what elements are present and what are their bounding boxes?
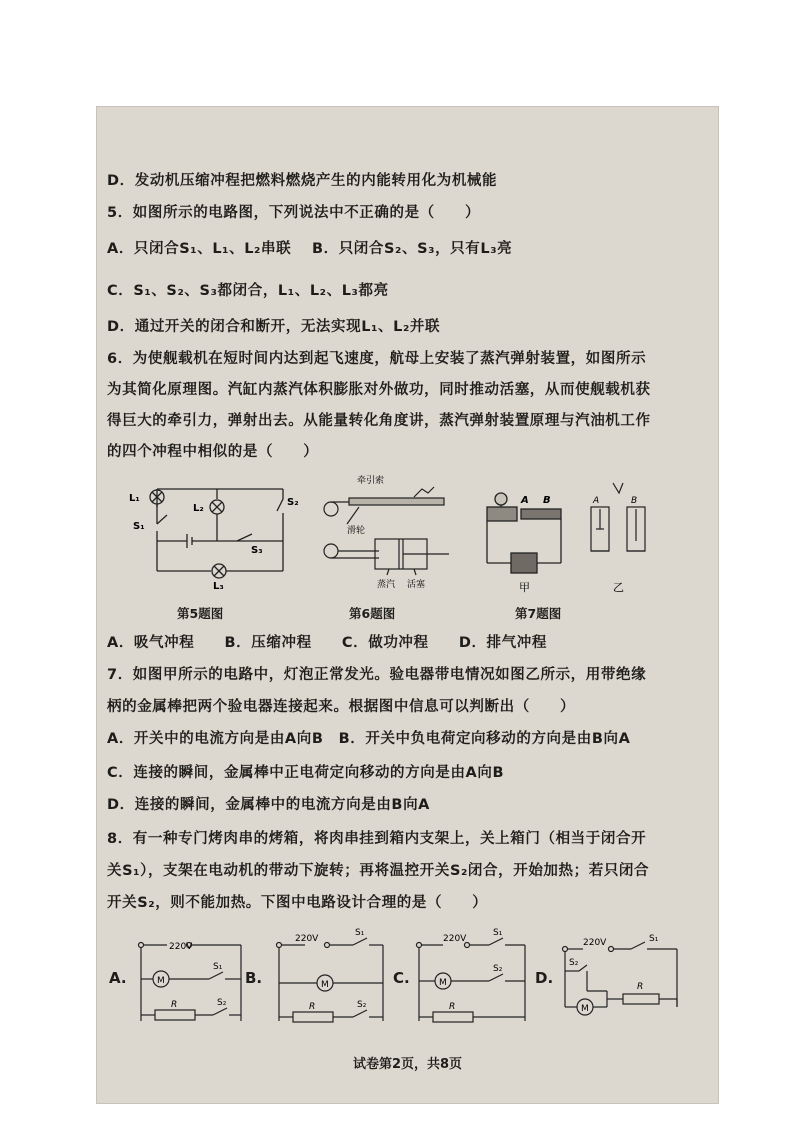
q8-c-s1: S₁ xyxy=(493,928,503,938)
q8-circuit-c xyxy=(409,927,535,1027)
q7-option-c: C．连接的瞬间，金属棒中正电荷定向移动的方向是由A向B xyxy=(107,765,505,781)
fig5-label-s1: S₁ xyxy=(133,521,145,532)
q8-d-s2: S₂ xyxy=(569,958,579,968)
fig6-label-piston: 活塞 xyxy=(407,580,426,590)
q8-a-resistor: R xyxy=(171,1000,178,1010)
q8-b-s2: S₂ xyxy=(357,1000,367,1010)
q8-circuit-a xyxy=(127,935,247,1027)
q5-option-a-b: A．只闭合S₁、L₁、L₂串联 B．只闭合S₂、S₃，只有L₃亮 xyxy=(107,241,513,257)
q6-options: A．吸气冲程 B．压缩冲程 C．做功冲程 D．排气冲程 xyxy=(107,635,547,651)
q8-d-motor: M xyxy=(581,1004,589,1014)
q4-option-d: D．发动机压缩冲程把燃料燃烧产生的内能转用化为机械能 xyxy=(107,173,498,189)
q8-d-voltage: 220V xyxy=(583,938,607,948)
q6-stem-line1: 6．为使舰载机在短时间内达到起飞速度，航母上安装了蒸汽弹射装置，如图所示 xyxy=(107,351,647,367)
q8-c-s2: S₂ xyxy=(493,964,503,974)
q8-stem-line3: 开关S₂，则不能加热。下图中电路设计合理的是（ ） xyxy=(107,895,488,911)
fig7-label-jia: 甲 xyxy=(519,581,530,594)
q8-b-s1: S₁ xyxy=(355,928,365,938)
figure-5-circuit xyxy=(127,479,297,591)
figure-7-electroscopes xyxy=(481,479,661,595)
q8-a-voltage: 220V xyxy=(169,942,193,952)
fig6-label-rope: 牵引索 xyxy=(357,476,385,486)
q8-stem-line1: 8．有一种专门烤肉串的烤箱，将肉串挂到箱内支架上，关上箱门（相当于闭合开 xyxy=(107,831,647,847)
q8-option-a-label: A. xyxy=(109,969,127,987)
q8-circuit-d xyxy=(553,927,683,1027)
page-footer: 试卷第2页，共8页 xyxy=(352,1057,463,1072)
fig7-label-yi: 乙 xyxy=(613,581,624,594)
q8-c-resistor: R xyxy=(449,1002,456,1012)
fig5-label-s2: S₂ xyxy=(287,497,299,508)
q8-b-voltage: 220V xyxy=(295,934,319,944)
q7-stem-line1: 7．如图甲所示的电路中，灯泡正常发光。验电器带电情况如图乙所示，用带绝缘 xyxy=(107,667,647,683)
exam-page xyxy=(96,106,719,1104)
q8-b-motor: M xyxy=(321,980,329,990)
fig5-label-l3: L₃ xyxy=(213,581,224,592)
q7-option-d: D．连接的瞬间，金属棒中的电流方向是由B向A xyxy=(107,797,431,813)
q8-a-motor: M xyxy=(157,976,165,986)
q8-option-b-label: B. xyxy=(245,969,263,987)
q8-b-resistor: R xyxy=(309,1002,316,1012)
fig7-label-b: B xyxy=(543,495,551,506)
q8-stem-line2: 关S₁），支架在电动机的带动下旋转；再将温控开关S₂闭合，开始加热；若只闭合 xyxy=(107,863,650,879)
caption-fig5: 第5题图 xyxy=(177,606,224,621)
q5-option-c: C．S₁、S₂、S₃都闭合，L₁、L₂、L₃都亮 xyxy=(107,283,389,299)
caption-fig6: 第6题图 xyxy=(349,606,396,621)
fig5-label-s3: S₃ xyxy=(251,545,263,556)
q8-c-voltage: 220V xyxy=(443,934,467,944)
q8-a-s2: S₂ xyxy=(217,998,227,1008)
q8-a-s1: S₁ xyxy=(213,962,223,972)
q8-d-s1: S₁ xyxy=(649,934,659,944)
caption-fig7: 第7题图 xyxy=(515,606,562,621)
q8-d-resistor: R xyxy=(637,982,644,992)
q5-option-d: D．通过开关的闭合和断开，无法实现L₁、L₂并联 xyxy=(107,319,441,335)
figure-6-steam-catapult xyxy=(319,469,459,597)
q7-option-a-b: A．开关中的电流方向是由A向B B．开关中负电荷定向移动的方向是由B向A xyxy=(107,731,631,747)
fig7-label-a2: A xyxy=(593,496,600,506)
fig7-label-a: A xyxy=(521,495,529,506)
q8-circuit-b xyxy=(265,927,391,1027)
fig6-label-steam: 蒸汽 xyxy=(377,580,396,590)
q6-stem-line3: 得巨大的牵引力，弹射出去。从能量转化角度讲，蒸汽弹射装置原理与汽油机工作 xyxy=(107,413,651,429)
q8-option-c-label: C. xyxy=(393,969,410,987)
fig7-label-b2: B xyxy=(631,496,638,506)
fig5-label-l1: L₁ xyxy=(129,493,140,504)
q8-option-d-label: D. xyxy=(535,969,554,987)
q7-stem-line2: 柄的金属棒把两个验电器连接起来。根据图中信息可以判断出（ ） xyxy=(107,699,576,715)
q8-c-motor: M xyxy=(439,978,447,988)
q6-stem-line2: 为其简化原理图。汽缸内蒸汽体积膨胀对外做功，同时推动活塞，从而使舰载机获 xyxy=(107,382,651,398)
fig5-label-l2: L₂ xyxy=(193,503,204,514)
q5-stem: 5．如图所示的电路图，下列说法中不正确的是（ ） xyxy=(107,205,481,221)
fig6-label-pulley: 滑轮 xyxy=(347,526,366,536)
q6-stem-line4: 的四个冲程中相似的是（ ） xyxy=(107,444,319,460)
